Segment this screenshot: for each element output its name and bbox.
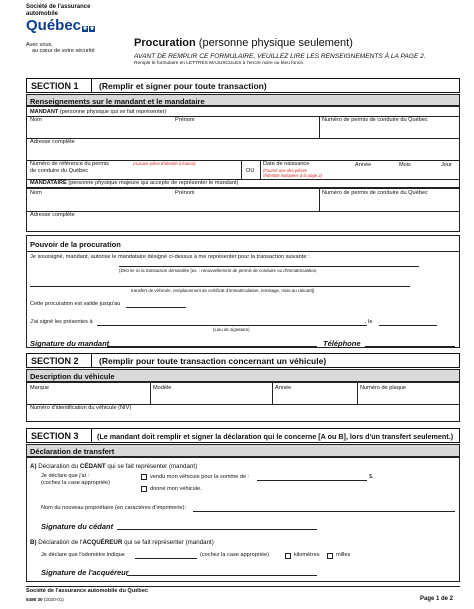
org-name	[26, 4, 90, 17]
date-line[interactable]	[379, 325, 437, 326]
annee-label: Année	[355, 162, 372, 168]
nom-label: Nom	[30, 117, 42, 123]
red-note-2: (Fournir une des pièces	[263, 168, 307, 173]
date-naissance-label: Date de naissance	[263, 161, 310, 167]
footer-date: (2020-01)	[43, 597, 64, 602]
red-note-3: d'identité indiquées à la page 2)	[263, 173, 323, 178]
mandataire-permis-label: Numéro de permis de conduire du Québec	[322, 190, 428, 196]
declare-line-1: Je déclare que j'ai :	[41, 473, 90, 479]
niv-label: Numéro d'identification du véhicule (NIV)	[30, 405, 132, 411]
section-3-bar	[26, 428, 460, 443]
section-1-title: (Remplir et signer pour toute transaction)	[99, 81, 267, 91]
section-2-title: (Remplir pour toute transaction concernant un véhicule)	[99, 356, 327, 366]
presentes-label: J'ai signé les présentes à	[30, 319, 93, 325]
adresse-label: Adresse complète	[30, 139, 75, 145]
section-1-label: SECTION 1	[27, 79, 92, 92]
modele-label: Modèle	[153, 384, 172, 391]
telephone-line[interactable]	[365, 346, 455, 347]
reference-line-1: Numéro de référence du permis	[30, 161, 109, 167]
donne-checkbox[interactable]	[141, 486, 147, 492]
tagline	[26, 42, 95, 54]
signature-line[interactable]	[107, 346, 317, 347]
mandant-heading	[30, 109, 167, 115]
mandant-subheading: Renseignements sur le mandant et le mandataire	[26, 94, 460, 106]
transaction-line-2[interactable]	[30, 286, 410, 287]
signature-acquereur-line[interactable]	[127, 575, 317, 576]
reference-line-2: de conduire du Québec	[30, 167, 89, 174]
a-bold: CÉDANT	[79, 463, 106, 470]
nouveau-line[interactable]	[193, 511, 455, 512]
km-checkbox[interactable]	[285, 553, 291, 559]
marque-label: Marque	[30, 384, 49, 391]
mandataire-nom-label: Nom	[30, 190, 42, 196]
b-bold: ACQUÉREUR	[82, 539, 123, 546]
instruction: AVANT DE REMPLIR CE FORMULAIRE, VEUILLEZ LIRE LES RENSEIGNEMENTS À LA PAGE 2.	[134, 53, 426, 60]
section-2-label: SECTION 2	[27, 354, 92, 367]
lieu-line[interactable]	[97, 325, 367, 326]
transfert-subheading: Déclaration de transfert	[26, 444, 460, 457]
a-heading	[30, 463, 197, 470]
quebec-logo	[26, 17, 95, 34]
declare-label	[41, 473, 110, 487]
le-label: , le	[365, 319, 373, 325]
mandataire-block	[26, 188, 460, 232]
footer-code-number: 5486 30	[26, 597, 43, 602]
nouveau-label: Nom du nouveau propriétaire (en caractères d'imprimerie):	[41, 505, 187, 511]
title-normal: (personne physique seulement)	[198, 37, 353, 49]
vendu-checkbox[interactable]	[141, 474, 147, 480]
odometre-label: Je déclare que l'odomètre indique	[41, 552, 125, 558]
decrire-note: (Décrire ici la transaction demandée [ex. : renouvellement de permis de conduire ou d'immatriculation,	[119, 268, 318, 273]
mandataire-prenom-label: Prénom	[175, 190, 195, 196]
footer-rule	[26, 586, 460, 587]
milles-label: milles	[336, 552, 351, 558]
pouvoir-block	[26, 235, 460, 348]
section-1-bar	[26, 78, 460, 93]
footer-org: Société de l'assurance automobile du Québec	[26, 588, 148, 594]
signature-acquereur: Signature de l'acquéreur	[41, 568, 129, 577]
red-note-1: (Aucune pièce d'identité à fournir)	[133, 161, 196, 166]
mandataire-heading	[30, 180, 238, 186]
a-prefix: A)	[30, 463, 37, 470]
mandataire-rest: (personne physique majeure qui accepte de représenter le mandant)	[68, 180, 239, 186]
km-label: kilomètres	[294, 552, 320, 558]
pouvoir-heading: Pouvoir de la procuration	[30, 240, 121, 249]
telephone-label: Téléphone	[323, 339, 361, 348]
org-line-1: Société de l'assurance	[26, 4, 91, 10]
tagline-2: au cœur de votre sécurité	[32, 48, 95, 55]
permis-label: Numéro de permis de conduire du Québec	[322, 117, 428, 123]
plaque-label: Numéro de plaque	[360, 384, 407, 391]
title-bold: Procuration	[134, 37, 196, 49]
vehicle-block	[26, 382, 460, 422]
donne-label: donné mon véhicule.	[150, 485, 202, 492]
mandant-block	[26, 106, 460, 188]
reference-label	[30, 161, 109, 174]
b-heading	[30, 539, 214, 546]
org-line-2: automobile	[26, 10, 59, 17]
mandant-rest: (personne physique qui se fait représenter)	[59, 108, 167, 115]
je-soussigne: Je soussigné, mandant, autorise le mandataire désigné ci-dessus à me représenter pour la transaction suivante :	[30, 254, 310, 260]
valide-label: Cette procuration est valide jusqu'au	[30, 301, 121, 307]
b-prefix: B)	[30, 539, 37, 546]
fleur-de-lis-icon: ⚜	[89, 26, 95, 32]
transaction-line[interactable]	[119, 266, 419, 267]
cochez-line: (cochez la case appropriée)	[41, 480, 111, 486]
mandant-bold: MANDANT	[30, 108, 59, 115]
ou-label: OU	[246, 168, 255, 174]
section-3-label: SECTION 3	[27, 429, 92, 442]
somme-line[interactable]	[257, 480, 367, 481]
lieu-note: (Lieu de signature)	[213, 327, 250, 332]
annee-vehicule-label: Année	[275, 384, 292, 391]
odometre-line[interactable]	[135, 558, 197, 559]
tagline-1: Avec vous,	[26, 42, 53, 48]
a-text-1: Déclaration du	[38, 463, 80, 470]
mandataire-adresse-label: Adresse complète	[30, 212, 75, 218]
section-3-title: (Le mandant doit remplir et signer la déclaration qui le concerne [A ou B], lors d'un transfert seulement.)	[97, 432, 454, 441]
sub-instruction: Remplir le formulaire en LETTRES MAJUSCULES à l'encre noire ou bleu foncé.	[134, 61, 305, 66]
footer-code	[26, 597, 64, 602]
a-text-2: qui se fait représenter (mandant)	[105, 463, 198, 470]
logo-word: Québec	[26, 17, 82, 34]
form-title	[134, 37, 353, 49]
transfert-block	[26, 457, 460, 582]
page-number: Page 1 de 2	[420, 596, 454, 602]
signature-cedant: Signature du cédant	[41, 522, 114, 531]
section-2-bar	[26, 353, 460, 368]
valide-line[interactable]	[126, 307, 186, 308]
signature-cedant-line[interactable]	[117, 529, 317, 530]
b-text-2: qui se fait représenter (mandant)	[122, 539, 214, 546]
vendu-label: vendu mon véhicule pour la somme de :	[150, 473, 250, 480]
prenom-label: Prénom	[175, 117, 195, 123]
vehicle-subheading: Description du véhicule	[26, 369, 460, 382]
dollar-label: $.	[369, 473, 374, 480]
jour-label: Jour	[441, 162, 452, 168]
mois-label: Mois	[399, 162, 411, 168]
signature-mandant: Signature du mandant	[30, 339, 110, 348]
mandataire-bold: MANDATAIRE	[30, 180, 67, 186]
cochez-2-label: (cochez la case appropriée)	[200, 552, 270, 558]
decrire-note-2: transfert de véhicule, remplacement de certificat d'immatriculation, remisage, mise au rancart])	[131, 288, 315, 293]
milles-checkbox[interactable]	[327, 553, 333, 559]
fleur-de-lis-icon: ⚜	[82, 26, 88, 32]
b-text-1: Déclaration de l'	[38, 539, 83, 546]
